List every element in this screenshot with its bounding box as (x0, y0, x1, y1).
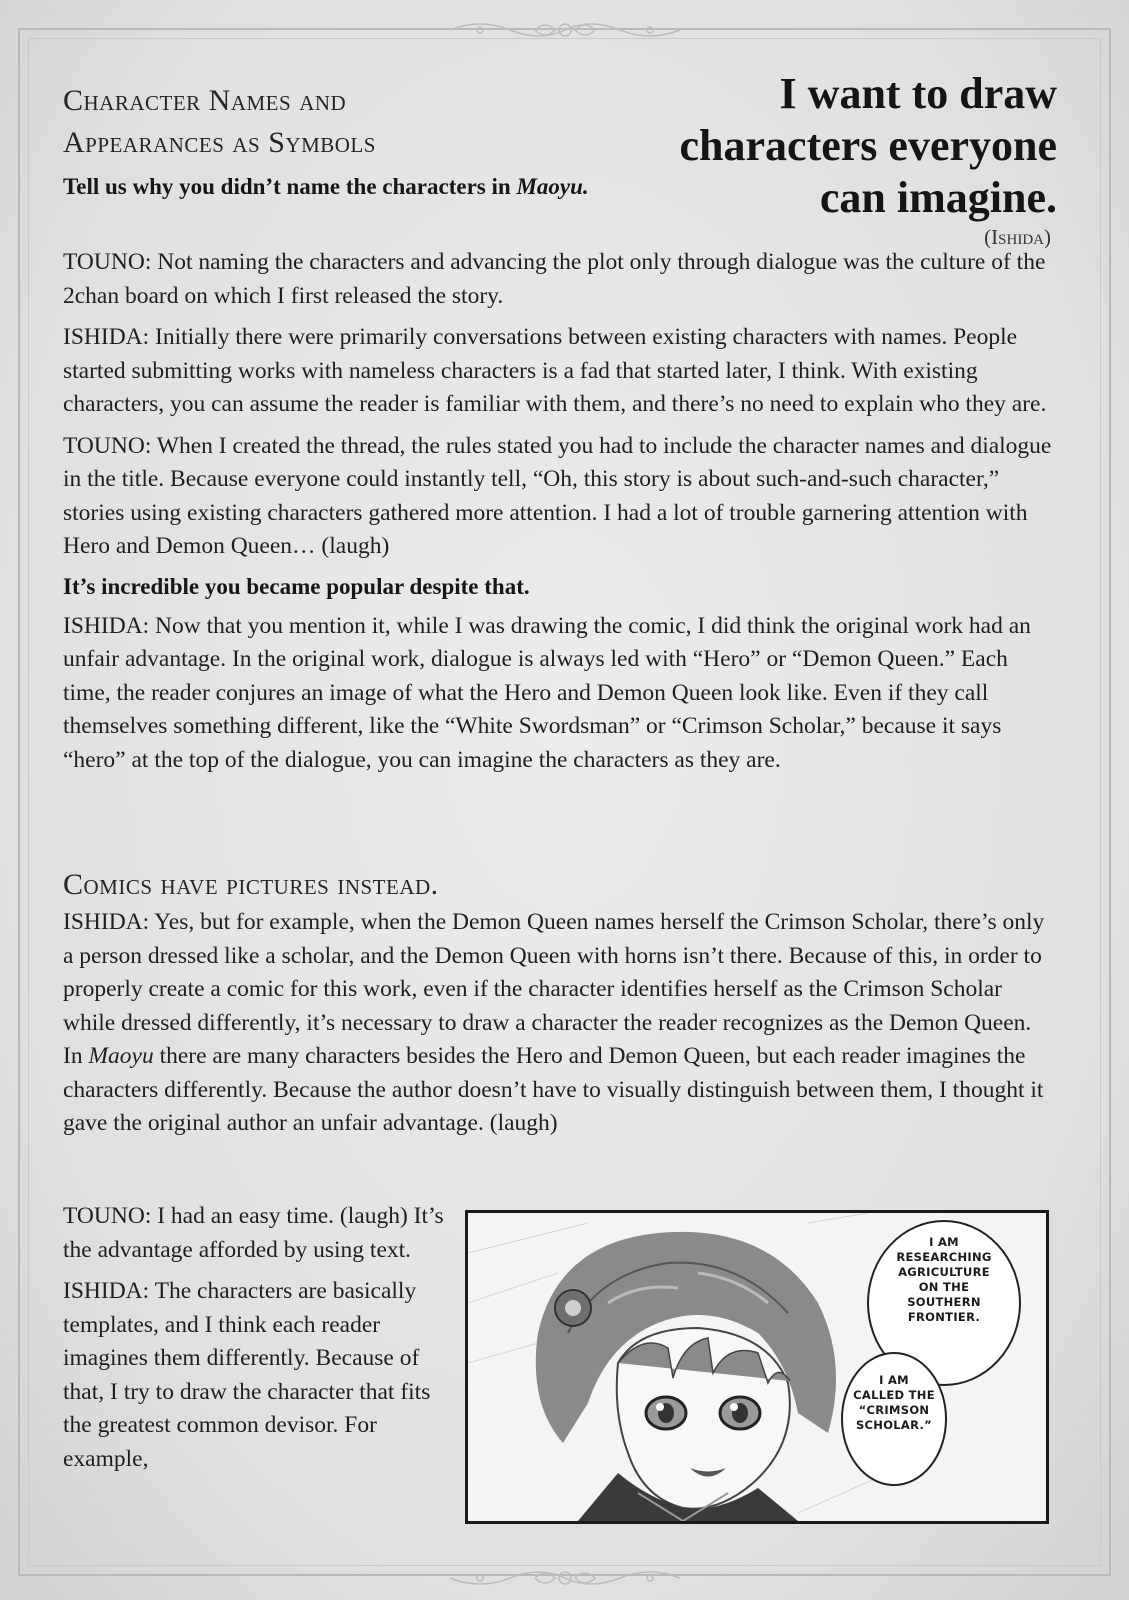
paragraph-ishida-3-part-a: ISHIDA: Yes, but for example, when the Demon Queen names herself the Crimson Scholar, there’s only a person dressed like a scholar, and the Demon Queen with horns isn’t there. Because of this, in order to properly create a comic for this work, even if the character identifies herself as the Crimson Scholar while dressed differently, it’s necessary to draw a character the reader recognizes as the Demon Queen. In (63, 909, 1045, 1069)
paragraph-ishida-4: ISHIDA: The characters are basically templates, and I think each reader imagines them differently. Because of that, I try to draw the character that fits the greatest common devisor. For example, (63, 1278, 431, 1472)
question-1-title: Maoyu. (516, 174, 589, 199)
comic-panel (465, 1210, 1049, 1524)
paragraph-ishida-2: ISHIDA: Now that you mention it, while I was drawing the comic, I did think the original work had an unfair advantage. In the original work, dialogue is always led with “Hero” or “Demon Queen.” Each time, the reader conjures an image of what the Hero and Demon Queen look like. Even if they call themselves something different, like the “White Swordsman” or “Crimson Scholar,” because it says “hero” at the top of the dialogue, you can imagine the characters as they are. (63, 612, 1031, 773)
interview-question-2: It’s incredible you became popular despite that. (63, 573, 530, 599)
work-title: Maoyu (88, 1043, 154, 1069)
pull-quote (587, 68, 1057, 224)
section-2-body (63, 906, 1053, 1149)
section-title-line1: Character Names and (63, 84, 347, 117)
section-3-body (63, 1200, 463, 1484)
speech-bubble-1: I AM RESEARCHING AGRICULTURE ON THE SOUTHERN FRONTIER. (896, 1235, 992, 1324)
section-1-body (63, 246, 1053, 785)
paragraph-ishida-3 (63, 906, 1053, 1141)
ornament-bottom-icon (440, 1564, 690, 1592)
interview-question-1 (63, 172, 623, 202)
subhead: Comics have pictures instead. (63, 868, 439, 901)
pull-quote-line2: characters everyone (679, 121, 1057, 170)
section-title (63, 80, 623, 164)
pull-quote-line3: can imagine. (819, 173, 1057, 222)
section-title-line2: Appearances as Symbols (63, 126, 376, 159)
pull-quote-credit: (Ishida) (984, 225, 1051, 249)
paragraph-touno-2: TOUNO: When I created the thread, the rules stated you had to include the character names and dialogue in the title. Because everyone could instantly tell, “Oh, this story is about such-and-such character,” stories using existing characters gathered more attention. I had a lot of trouble garnering attention with Hero and Demon Queen… (laugh) (63, 432, 1052, 559)
paragraph-touno-1: TOUNO: Not naming the characters and advancing the plot only through dialogue was the culture of the 2chan board on which I first released the story. (63, 249, 1046, 309)
paragraph-touno-3: TOUNO: I had an easy time. (laugh) It’s the advantage afforded by using text. (63, 1203, 444, 1263)
pull-quote-line1: I want to draw (779, 69, 1057, 118)
question-1-text: Tell us why you didn’t name the characters in (63, 174, 511, 199)
ornament-top-icon (440, 16, 690, 44)
speech-bubble-2: I AM CALLED THE “CRIMSON SCHOLAR.” (853, 1373, 935, 1432)
paragraph-ishida-1: ISHIDA: Initially there were primarily conversations between existing characters with names. People started submitting works with nameless characters is a fad that started later, I think. With existing characters, you can assume the reader is familiar with them, and there’s no need to explain who they are. (63, 324, 1047, 417)
paragraph-ishida-3-part-b: there are many characters besides the Hero and Demon Queen, but each reader imagines the characters differently. Because the author doesn’t have to visually distinguish between them, I thought it gave the original author an unfair advantage. (laugh) (63, 1043, 1044, 1136)
